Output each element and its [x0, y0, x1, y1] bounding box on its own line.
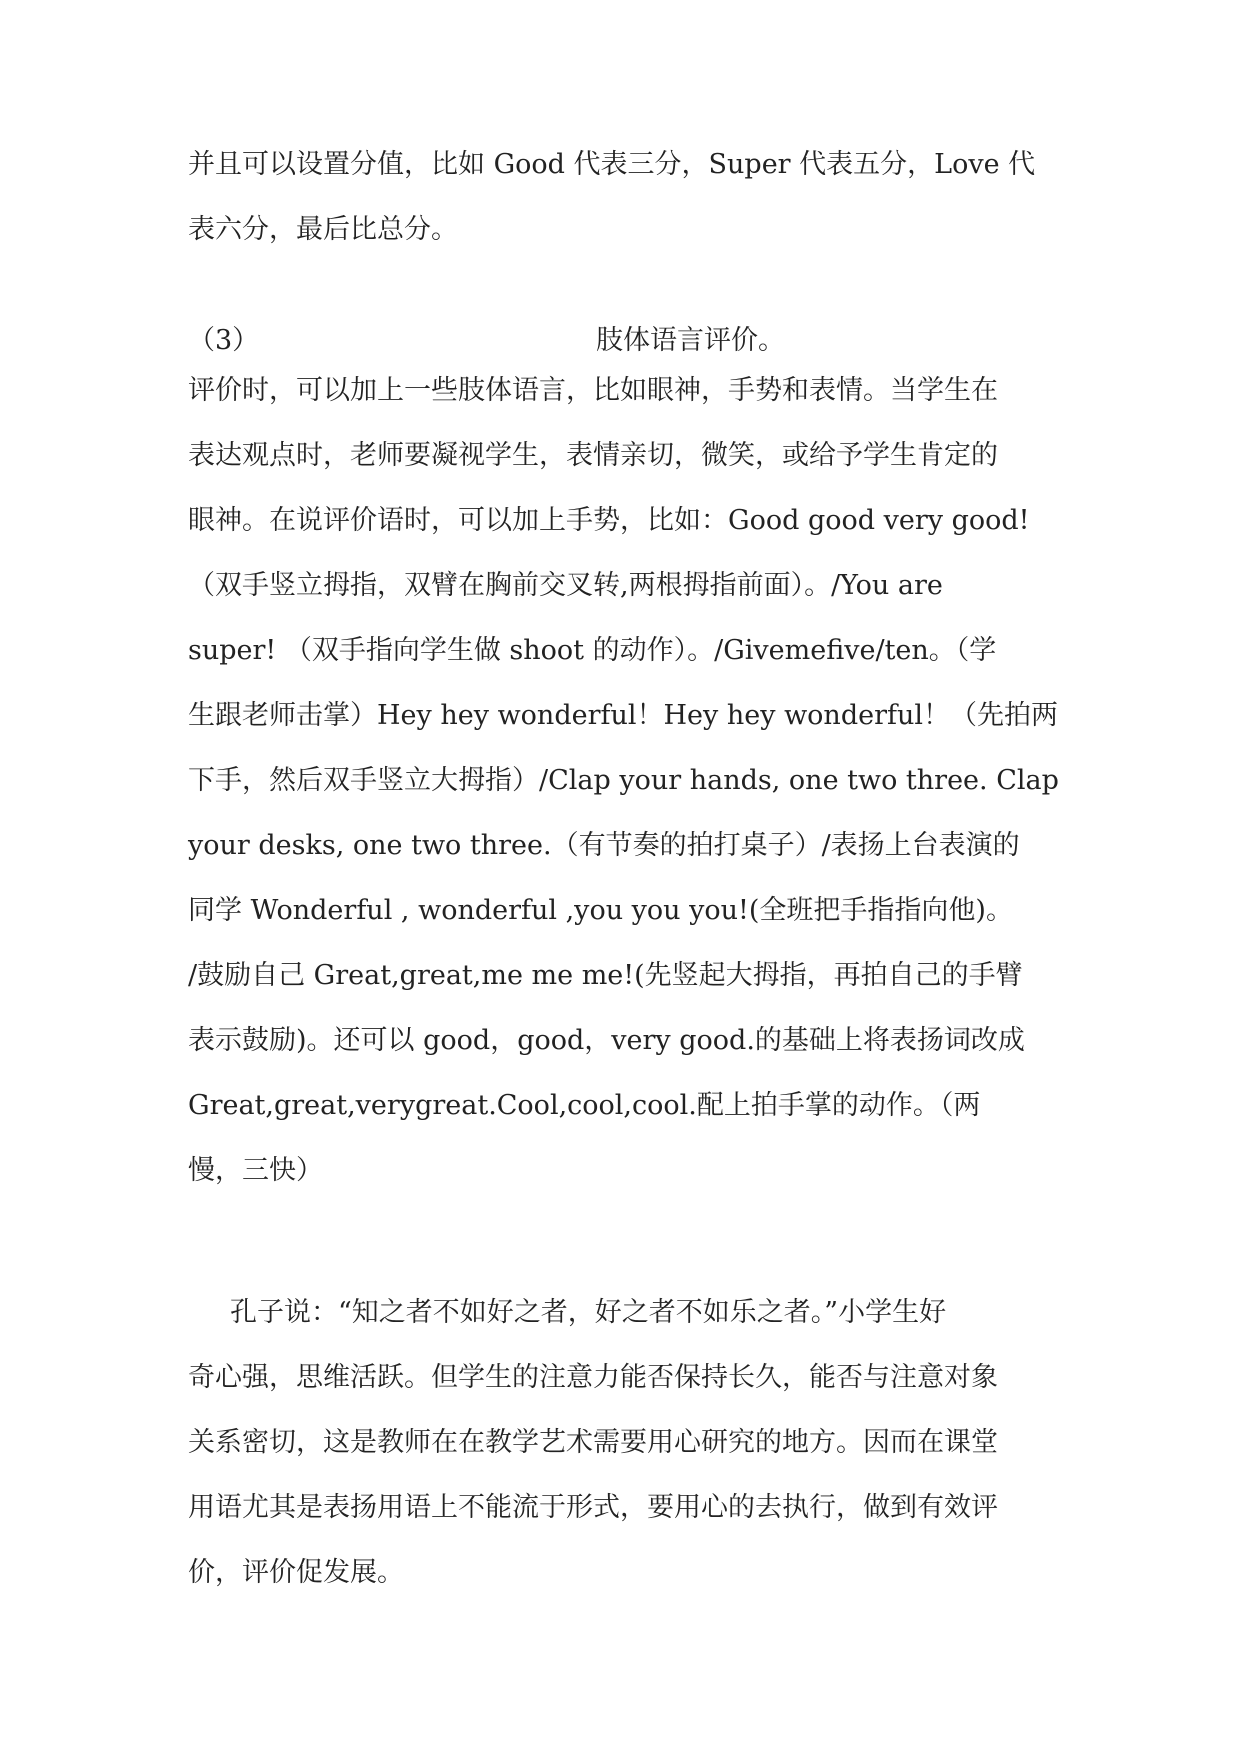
paragraph-confucius: [188, 1280, 1088, 1605]
text-line: 表达观点时，老师要凝视学生，表情亲切，微笑，或给予学生肯定的: [188, 440, 998, 471]
text-line: Great,great,verygreat.Cool,cool,cool.配上拍手掌的动作。（两: [188, 1090, 981, 1121]
text-line: 评价时，可以加上一些肢体语言，比如眼神，手势和表情。当学生在: [188, 375, 998, 406]
text-line: 孔子说：“知之者不如好之者，好之者不如乐之者。”小学生好: [230, 1297, 947, 1328]
text-line: 并且可以设置分值，比如 Good 代表三分，Super 代表五分，Love 代: [188, 149, 1036, 180]
text-line: 慢，三快）: [188, 1155, 323, 1186]
text-line: 奇心强，思维活跃。但学生的注意力能否保持长久，能否与注意对象: [188, 1362, 998, 1393]
paragraph-body-language: [188, 358, 1088, 1203]
text-line: /鼓励自己 Great,great,me me me!(先竖起大拇指，再拍自己的手臂: [188, 960, 1023, 991]
paragraph-scoring: [188, 132, 1088, 262]
text-line: 关系密切，这是教师在在教学艺术需要用心研究的地方。因而在课堂: [188, 1427, 998, 1458]
section-title: 肢体语言评价。: [596, 325, 785, 356]
text-line: super! （双手指向学生做 shoot 的动作）。/Givemefive/ten。（学: [188, 635, 997, 666]
text-line: 下手，然后双手竖立大拇指）/Clap your hands, one two three. Clap: [188, 765, 1059, 796]
text-line: 用语尤其是表扬用语上不能流于形式，要用心的去执行，做到有效评: [188, 1492, 998, 1523]
section-number: （3）: [188, 325, 260, 356]
text-line: 同学 Wonderful , wonderful ,you you you!(全班把手指指向他)。: [188, 895, 1013, 926]
text-line: 价，评价促发展。: [188, 1557, 404, 1588]
text-line: your desks, one two three.（有节奏的拍打桌子）/表扬上台表演的: [188, 830, 1020, 861]
text-line: 眼神。在说评价语时，可以加上手势，比如：Good good very good!: [188, 505, 1030, 536]
text-line: 表六分，最后比总分。: [188, 214, 458, 245]
text-line: （双手竖立拇指，双臂在胸前交叉转,两根拇指前面）。/You are: [188, 570, 943, 601]
text-line: 生跟老师击掌）Hey hey wonderful！Hey hey wonderful！（先拍两: [188, 700, 1059, 731]
text-line: 表示鼓励)。还可以 good，good，very good.的基础上将表扬词改成: [188, 1025, 1025, 1056]
